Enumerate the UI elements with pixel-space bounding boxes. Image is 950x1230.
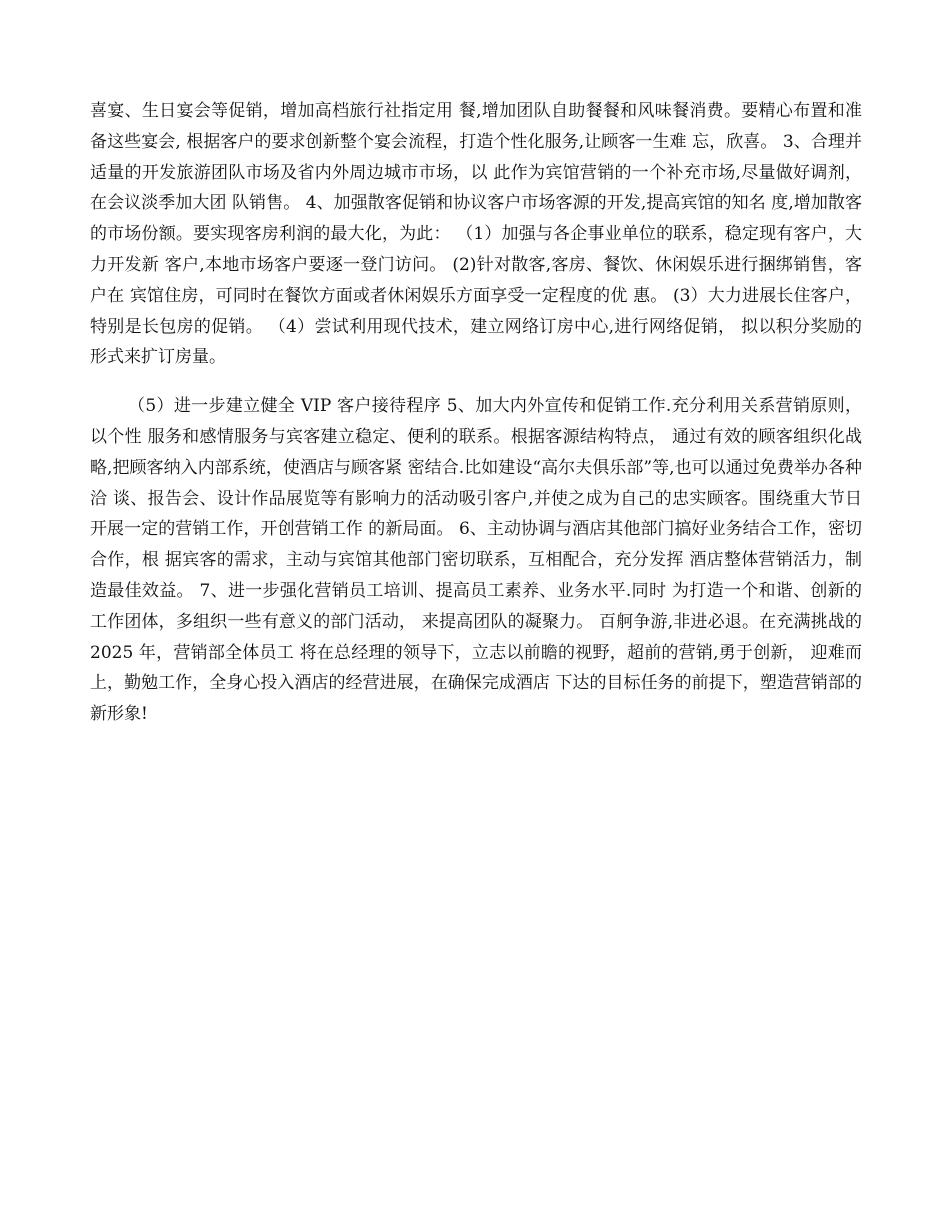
- paragraph-1: 喜宴、生日宴会等促销，增加高档旅行社指定用 餐,增加团队自助餐餐和风味餐消费。要精心布置和准备这些宴会, 根据客户的要求创新整个宴会流程，打造个性化服务,让顾客一生难 忘，欣喜。 3、合理并适量的开发旅游团队市场及省内外周边城市市场，以 此作为宾馆营销的一个补充市场,尽量做好调剂，在会议淡季加大团 队销售。 4、加强散客促销和协议客户市场客源的开发,提高宾馆的知名 度,增加散客的市场份额。要实现客房利润的最大化，为此： （1）加强与各企事业单位的联系，稳定现有客户，大力开发新 客户,本地市场客户要逐一登门访问。 (2)针对散客,客房、餐饮、休闲娱乐进行捆绑销售，客户在 宾馆住房，可同时在餐饮方面或者休闲娱乐方面享受一定程度的优 惠。 (3）大力进展长住客户，特别是长包房的促销。 （4）尝试利用现代技术，建立网络订房中心,进行网络促销， 拟以积分奖励的形式来扩订房量。: [90, 101, 862, 368]
- paragraph-2: （5）进一步建立健全 VIP 客户接待程序 5、加大内外宣传和促销工作.充分利用关系营销原则，以个性 服务和感情服务与宾客建立稳定、便利的联系。根据客源结构特点， 通过有效的顾客组织化战略,把顾客纳入内部系统，使酒店与顾客紧 密结合.比如建设“高尔夫俱乐部”等,也可以通过免费举办各种洽 谈、报告会、设计作品展览等有影响力的活动吸引客户,并使之成为自己的忠实顾客。围绕重大节日开展一定的营销工作，开创营销工作 的新局面。 6、主动协调与酒店其他部门搞好业务结合工作，密切合作，根 据宾客的需求，主动与宾馆其他部门密切联系，互相配合，充分发挥 酒店整体营销活力，制造最佳效益。 7、进一步强化营销员工培训、提高员工素养、业务水平.同时 为打造一个和谐、创新的工作团体，多组织一些有意义的部门活动， 来提高团队的凝聚力。 百舸争游,非进必退。在充满挑战的 2025 年，营销部全体员工 将在总经理的领导下，立志以前瞻的视野，超前的营销,勇于创新， 迎难而上，勤勉工作，全身心投入酒店的经营进展，在确保完成酒店 下达的目标任务的前提下，塑造营销部的新形象!: [90, 396, 862, 725]
- document-body: [90, 96, 862, 730]
